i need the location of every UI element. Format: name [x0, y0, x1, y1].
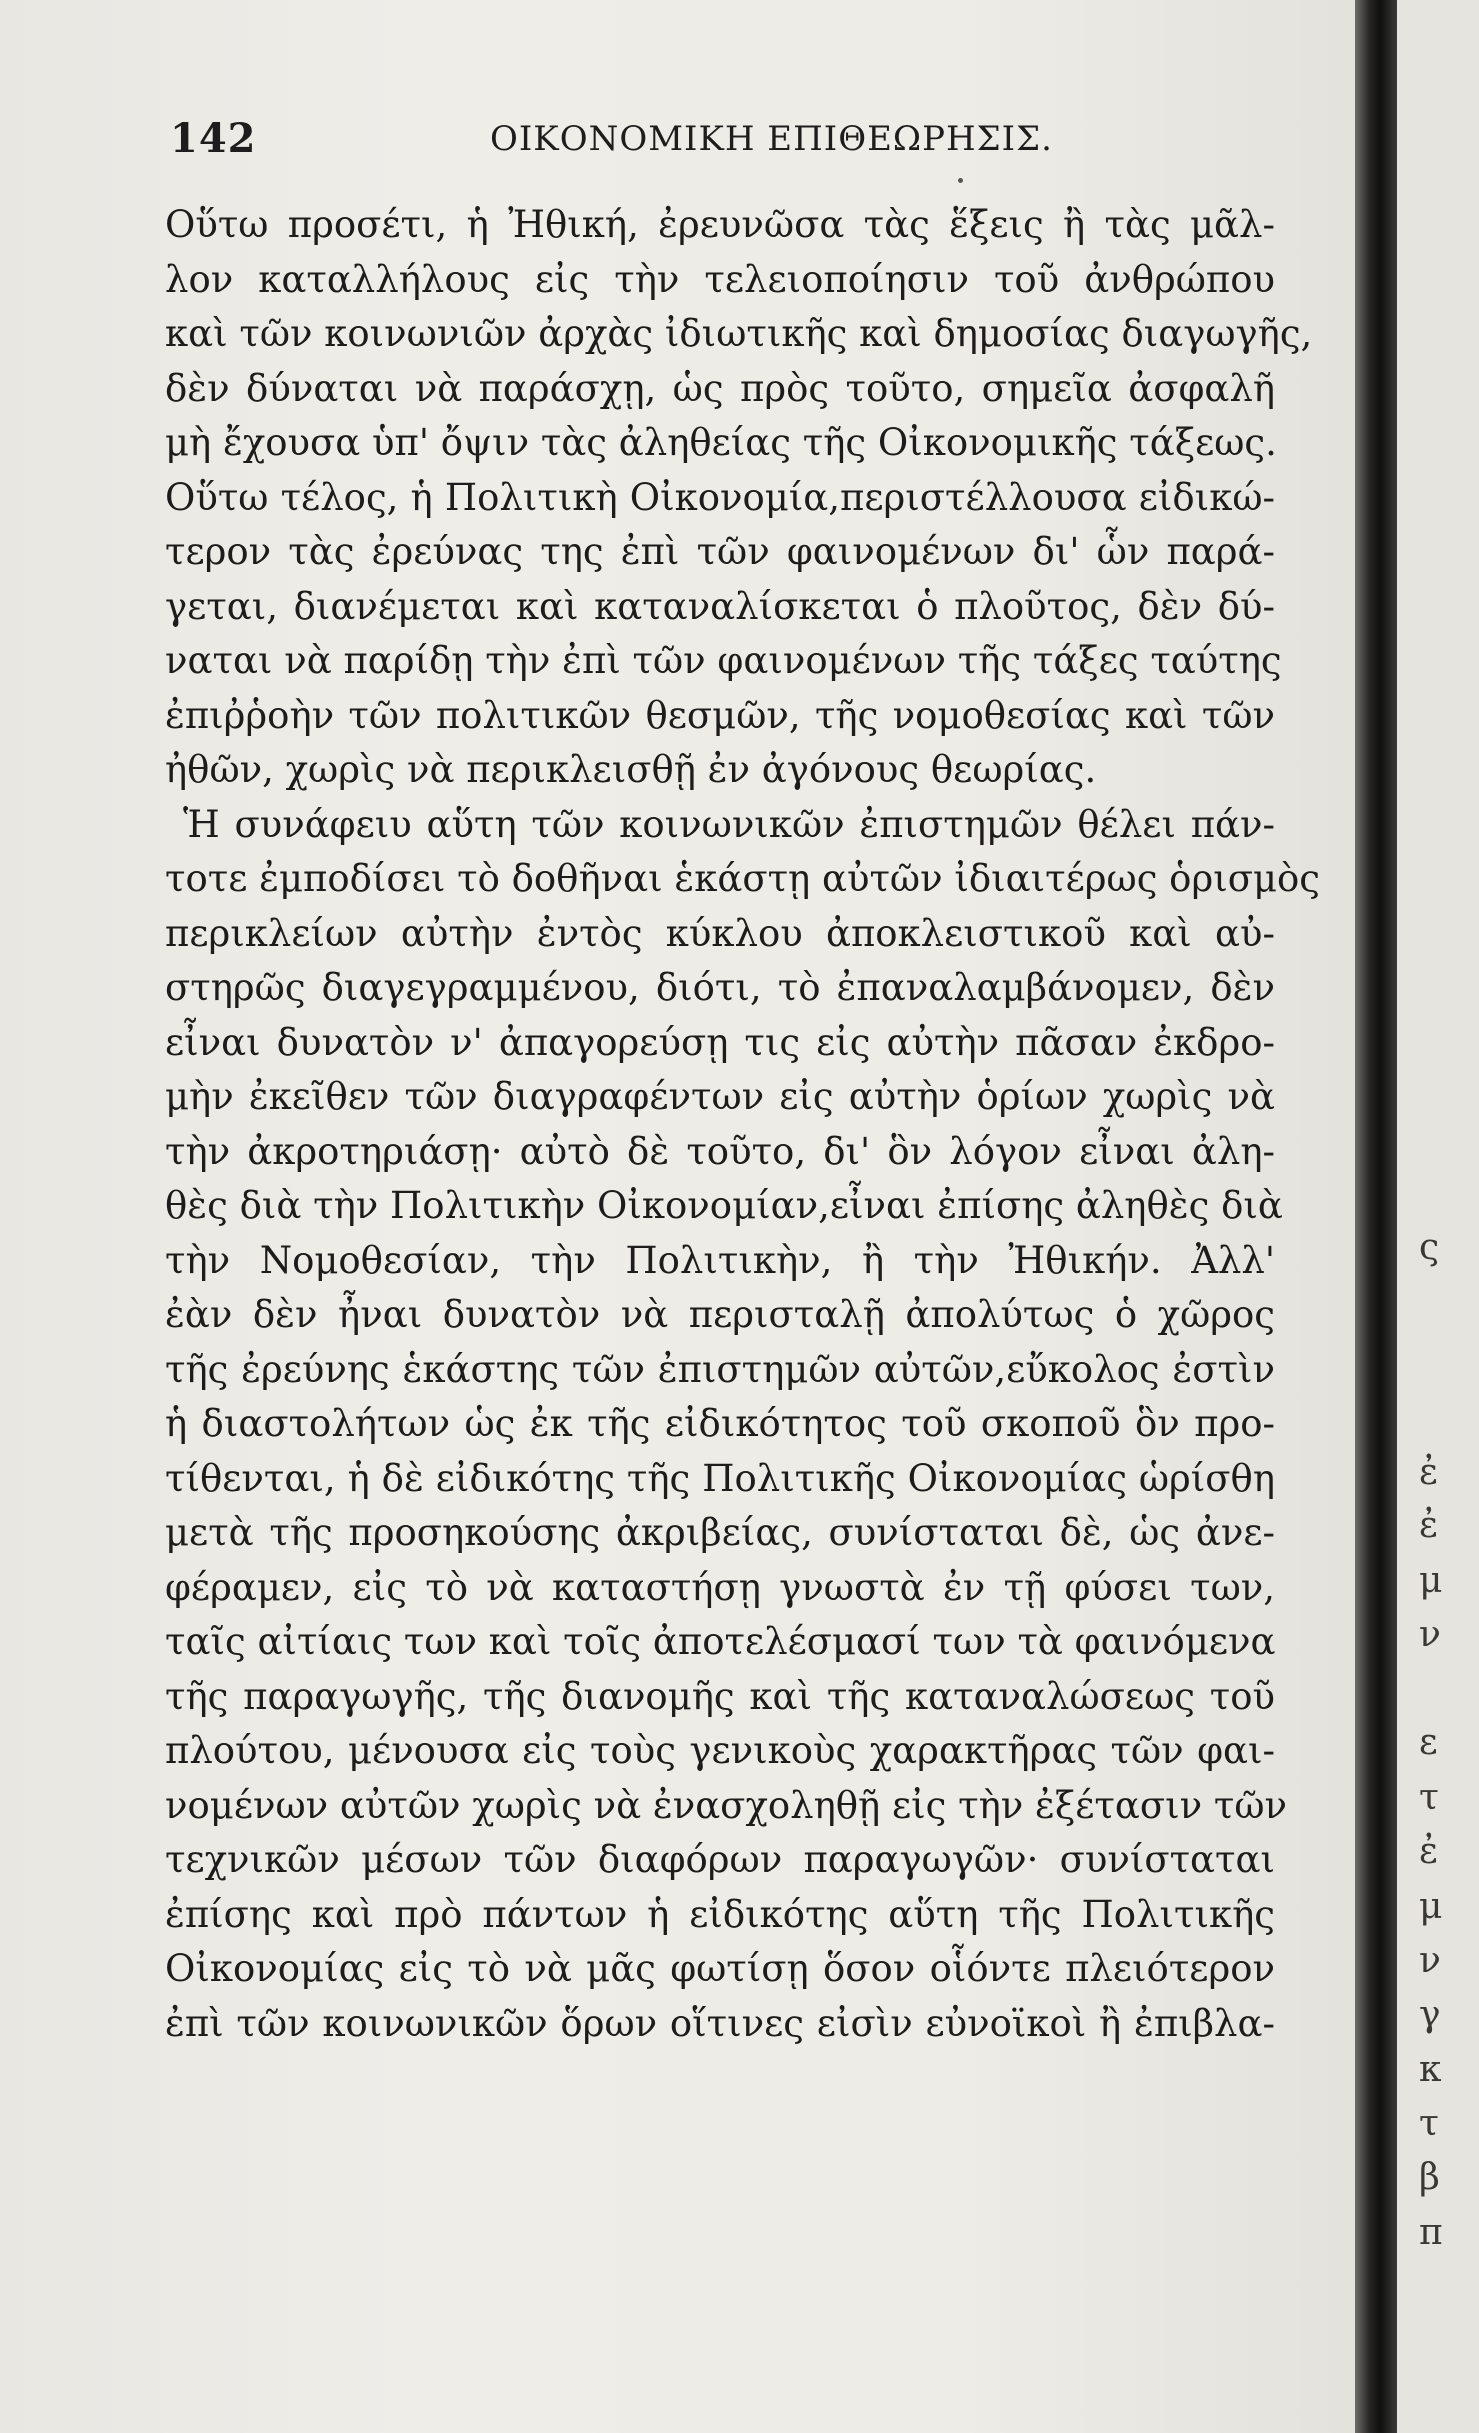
facing-page-fragment: ν [1419, 1614, 1441, 1655]
facing-page-fragment: β [1419, 2157, 1440, 2198]
facing-page-fragment: π [1419, 2212, 1443, 2253]
page-header [0, 115, 1355, 175]
facing-page-fragment: τ [1419, 2103, 1439, 2144]
text-line: Οὕτω προσέτι, ἡ Ἠθική, ἐρευνῶσα τὰς ἕξεις ἢ τὰς μᾶλ- [165, 203, 1275, 246]
book-gutter [1355, 0, 1397, 2433]
facing-page-fragment: κ [1419, 2049, 1442, 2090]
text-line: λον καταλλήλους εἰς τὴν τελειοποίησιν τοῦ ἀνθρώπου [165, 257, 1275, 301]
facing-page-fragment: μ [1419, 1886, 1443, 1927]
text-line: δὲν δύναται νὰ παράσχῃ, ὡς πρὸς τοῦτο, σημεῖα ἀσφαλῆ [165, 366, 1275, 410]
text-line: ἐπιῤῥοὴν τῶν πολιτικῶν θεσμῶν, τῆς νομοθεσίας καὶ τῶν [165, 693, 1275, 737]
text-line: θὲς διὰ τὴν Πολιτικὴν Οἰκονομίαν,εἶναι ἐπίσης ἀληθὲς διὰ [165, 1184, 1283, 1227]
text-line: φέραμεν, εἰς τὸ νὰ καταστήσῃ γνωστὰ ἐν τῇ φύσει των, [165, 1565, 1275, 1609]
facing-page-edge [1397, 0, 1479, 2433]
text-line: τίθενται, ἡ δὲ εἰδικότης τῆς Πολιτικῆς Οἰκονομίας ὡρίσθη [165, 1456, 1275, 1500]
facing-page-fragment: ἐ [1419, 1505, 1439, 1546]
text-line: τῆς ἐρεύνης ἑκάστης τῶν ἐπιστημῶν αὐτῶν,εὔκολος ἐστὶν [165, 1347, 1275, 1391]
text-line: ἠθῶν, χωρὶς νὰ περικλεισθῇ ἐν ἀγόνους θεωρίας. [165, 748, 1097, 791]
text-line: εἶναι δυνατὸν ν' ἀπαγορεύσῃ τις εἰς αὐτὴν πᾶσαν ἐκδρο- [165, 1020, 1275, 1064]
text-line: ἐὰν δὲν ἦναι δυνατὸν νὰ περισταλῇ ἀπολύτως ὁ χῶρος [165, 1293, 1275, 1336]
body-text [165, 198, 1321, 2051]
facing-page-fragment: ἐ [1419, 1452, 1439, 1493]
text-line: Ἡ συνάφειυ αὕτη τῶν κοινωνικῶν ἐπιστημῶν θέλει πάν- [183, 802, 1275, 846]
text-line: ἡ διαστολήτων ὡς ἐκ τῆς εἰδικότητος τοῦ σκοποῦ ὃν προ- [165, 1402, 1275, 1445]
facing-page-fragment: γ [1419, 1994, 1441, 2035]
facing-page-fragment: ἐ [1419, 1831, 1439, 1872]
page-number: 142 [170, 115, 257, 162]
text-line: τερον τὰς ἐρεύνας της ἐπὶ τῶν φαινομένων δι' ὧν παρά- [165, 530, 1275, 573]
facing-page-fragment: μ [1419, 1560, 1443, 1601]
text-line: γεται, διανέμεται καὶ καταναλίσκεται ὁ πλοῦτος, δὲν δύ- [165, 584, 1275, 628]
print-speck [958, 178, 963, 183]
text-line: τοτε ἐμποδίσει τὸ δοθῆναι ἑκάστῃ αὐτῶν ἰδιαιτέρως ὁρισμὸς [165, 857, 1321, 900]
text-line: Οὕτω τέλος, ἡ Πολιτικὴ Οἰκονομία,περιστέλλουσα εἰδικώ- [165, 475, 1275, 519]
facing-page-fragment: τ [1419, 1777, 1439, 1818]
text-line: πλούτου, μένουσα εἰς τοὺς γενικοὺς χαρακτῆρας τῶν φαι- [165, 1729, 1275, 1772]
facing-page-fragment: ν [1419, 1940, 1441, 1981]
text-line: νομένων αὐτῶν χωρὶς νὰ ἐνασχοληθῇ εἰς τὴν ἐξέτασιν τῶν [165, 1783, 1288, 1827]
text-line: ἐπὶ τῶν κοινωνικῶν ὅρων οἵτινες εἰσὶν εὐνοϊκοὶ ἢ ἐπιβλα- [165, 2001, 1275, 2045]
text-line: στηρῶς διαγεγραμμένου, διότι, τὸ ἐπαναλαμβάνομεν, δὲν [165, 966, 1275, 1009]
facing-page-fragment: ς [1419, 1227, 1440, 1268]
text-line: μὴ ἔχουσα ὑπ' ὄψιν τὰς ἀληθείας τῆς Οἰκονομικῆς τάξεως. [165, 421, 1277, 464]
text-line: ταῖς αἰτίαις των καὶ τοῖς ἀποτελέσμασί των τὰ φαινόμενα [165, 1620, 1276, 1663]
text-line: ναται νὰ παρίδῃ τὴν ἐπὶ τῶν φαινομένων τῆς τάξες ταύτης [165, 639, 1282, 682]
text-line: τεχνικῶν μέσων τῶν διαφόρων παραγωγῶν· συνίσταται [165, 1838, 1275, 1881]
facing-page-fragment: ε [1419, 1722, 1438, 1763]
text-line: μετὰ τῆς προσηκούσης ἀκριβείας, συνίσταται δὲ, ὡς ἀνε- [165, 1511, 1275, 1554]
text-line: περικλείων αὐτὴν ἐντὸς κύκλου ἀποκλειστικοῦ καὶ αὐ- [165, 911, 1275, 955]
running-title: ΟΙΚΟΝΟΜΙΚΗ ΕΠΙΘΕΩΡΗΣΙΣ. [490, 119, 1053, 159]
text-line: τὴν ἀκροτηριάσῃ· αὐτὸ δὲ τοῦτο, δι' ὃν λόγον εἶναι ἀλη- [165, 1129, 1275, 1173]
text-line: τὴν Νομοθεσίαν, τὴν Πολιτικὴν, ἢ τὴν Ἠθικήν. Ἀλλ' [165, 1238, 1275, 1282]
text-line: τῆς παραγωγῆς, τῆς διανομῆς καὶ τῆς καταναλώσεως τοῦ [165, 1674, 1275, 1718]
text-line: μὴν ἐκεῖθεν τῶν διαγραφέντων εἰς αὐτὴν ὁρίων χωρὶς νὰ [165, 1075, 1275, 1118]
text-line: καὶ τῶν κοινωνιῶν ἀρχὰς ἰδιωτικῆς καὶ δημοσίας διαγωγῆς, [165, 312, 1313, 355]
text-line: Οἰκονομίας εἰς τὸ νὰ μᾶς φωτίσῃ ὅσον οἷόντε πλειότερον [165, 1947, 1275, 1990]
text-line: ἐπίσης καὶ πρὸ πάντων ἡ εἰδικότης αὕτη τῆς Πολιτικῆς [165, 1892, 1275, 1936]
